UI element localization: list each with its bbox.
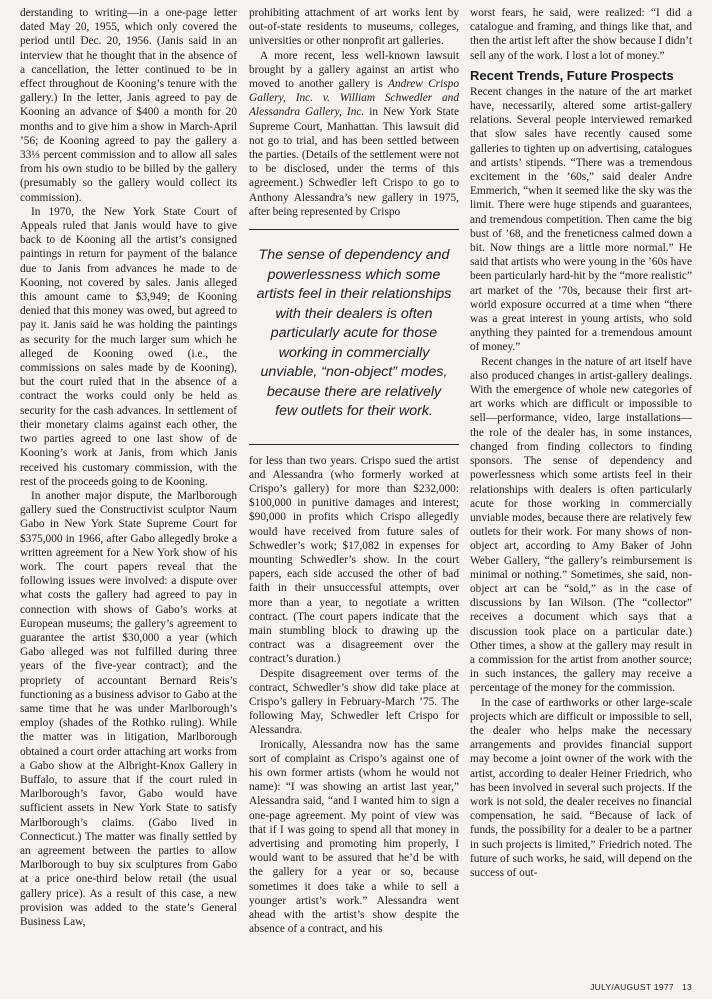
case-title: Andrew Crispo Gallery, Inc. v. William Schwedler and Alessandra Gallery, Inc. [249,78,459,119]
paragraph: In another major dispute, the Marlborough gallery sued the Constructivist sculptor Naum Gabo in New York State Supreme Court for $375,000 in 1966, after Gabo allegedly broke a written agreement for a New York show of his work. The court papers reveal that the following issues were involved: a dispute over what costs the gallery had agreed to pay in connection with shows of Gabo’s works at European museums; the gallery’s agreement to guarantee the artist $30,000 a year (which Gabo alleged was not fulfilled during three years of the five-year contract); and the propriety of accountant Bernard Reis’s functioning as a business advisor to Gabo at the same time that he was under Marlborough’s employ (shades of the Rothko ruling). While the matter was in litigation, Marlborough obtained a court order attaching art works from a Gabo show at the Albright-Knox Gallery in Buffalo, to assure that if the court ruled in Marlborough’s favor, Gabo would have sufficient assets in New York State to satisfy Marlborough’s claims. (Gabo lived in Connecticut.) The matter was finally settled by an agreement between the parties to allow Marlborough to buy six sculptures from Gabo at a price one-third below retail (the usual gallery price). As a result of this case, a new provision was added to the state’s General Business Law, [20,489,237,928]
paragraph [249,49,459,219]
page-footer [590,982,692,992]
paragraph: Recent changes in the nature of art itself have also produced changes in artist-gallery dealings. With the emergence of whole new categories of art works which are difficult or impossible to sell—performance, video, large installations—the role of the dealer has, in some instances, changed from finding collectors to finding sponsors. The sense of dependency and powerlessness which some artists feel in their relationships with dealers is often particularly acute for those working in commercially unviable modes, because there are relatively few outlets for their work. For many shows of non-object art, according to Amy Baker of John Weber Gallery, “the gallery’s reimbursement is minimal or nothing.” Sometimes, she said, non-object art can be “sold,” as in the case of discussions by Ian Wilson. (The “collector” receives a document which says that a discussion took place on a particular date.) Other times, a show at the gallery may result in a commission for the artist from another source; in such instances, the gallery may receive a percentage of the money for the commission. [470,355,692,695]
paragraph: for less than two years. Crispo sued the artist and Alessandra (who formerly worked at Crispo’s gallery) for more than $232,000: $100,000 in punitive damages and interest; $90,000 in profits which Crispo allegedly would have received from future sales of Schwedler’s work; $17,082 in expenses for mounting Schwedler’s show. In the court papers, each side accused the other of bad faith in their unsuccessful attempts, over more than a year, to negotiate a written contract. (The court papers indicate that the main stumbling block to drawing up the contract was a disagreement over the contract’s duration.) [249,454,459,666]
paragraph: In the case of earthworks or other large-scale projects which are difficult or impossible to sell, the dealer who helps make the necessary arrangements and provides financial support may become a joint owner of the work with the artist, according to dealer Heiner Friedrich, who has been involved in several such projects. If the work is not sold, the dealer receives no financial compensation, he said. “Because of lack of funds, the possibility for a dealer to be a partner in such projects is limited,” Friedrich noted. The future of such works, he said, will depend on the success of out- [470,696,692,879]
paragraph: Despite disagreement over terms of the contract, Schwedler’s show did take place at Crispo’s gallery in February-March ’75. The following May, Schwedler left Crispo for Alessandra. [249,667,459,737]
paragraph: derstanding to writing—in a one-page letter dated May 20, 1955, which only covered the period until Dec. 20, 1956. (Janis said in an interview that he thought that in the absence of a cancellation, the letter continued to be in effect throughout de Kooning’s tenure with the gallery.) In the letter, Janis agreed to pay de Kooning an advance of $400 a month for 20 months and to give him a show in March-April ’56; de Kooning agreed to pay the gallery a 33⅓ percent commission and to allow all sales from his own studio to be billed by the gallery (presumably so the gallery would collect its commission). [20,7,237,204]
article-column-1 [20,6,237,929]
paragraph: worst fears, he said, were realized: “I did a catalogue and framing, and things like that, and then the artist left after the show because I didn’t sell any of the work. I lost a lot of money.” [470,7,692,62]
paragraph-text: A more recent, less well-known lawsuit brought by a gallery against an artist who moved to another gallery is [249,49,459,91]
issue-date: JULY/AUGUST 1977 [590,982,674,992]
article-column-2 [249,6,459,936]
paragraph: prohibiting attachment of art works lent by out-of-state residents to museums, colleges, universities or other nonprofit art galleries. [249,7,459,48]
paragraph: In 1970, the New York State Court of Appeals ruled that Janis would have to give back to de Kooning all the artist’s consigned paintings in return for payment of the balance due to Janis from advances he made to de Kooning, not covered by sales. Janis alleged this amount came to $3,949; de Kooning denied that this money was owed, but agreed to pay it. Janis said he was holding the paintings as security for the much larger sum which he alleged de Kooning owed (i.e., the commissions on sales made by de Kooning), but the court ruled that in the absence of a contract the works could only be held as security for the cash advances. In settlement of their monetary claims against each other, the two parties agreed to one last show of de Kooning’s work at Janis, from which Janis received his customary commission, with the rest of the proceeds going to de Kooning. [20,205,237,488]
paragraph: Recent changes in the nature of the art market have, necessarily, altered some artist-gallery relations. Several people interviewed remarked that slow sales have recently caused some galleries to tighten up on advertising, catalogues and artists’ stipends. “There was a tremendous excitement in the ’60s,” said dealer Andre Emmerich, “when it seemed like the sky was the limit. There were huge stipends and guarantees, and tremendous competition. Then came the big bust of ’68, and the freneticness calmed down a bit. Now things are a little more normal.” He said that artists who were young in the ’60s have been particularly hard-hit by the “more realistic” art market of the ’70s, because their first art-world exposure occurred at a time when “there was a great interest in young artists, who sold anything they painted for a tremendous amount of money.” [470,85,692,354]
pull-quote: The sense of dependency and powerlessness which some artists feel in their relationships with their dealers is often particularly acute for those working in commercially unviable, “non-object” modes, because there are relatively few outlets for their work. [249,229,459,445]
paragraph: Ironically, Alessandra now has the same sort of complaint as Crispo’s against one of his own former artists (whom he would not name): “I was showing an artist last year,” Alessandra said, “and I wanted him to sign a one-page agreement. My point of view was that if I was going to spend all that money in advertising and promoting him properly, I would want to be assured that he’d be with the gallery for a year or so, because sometimes it does take a while to sell a younger artist’s work.” Alessandra went ahead with the artist’s show despite the absence of a contract, and his [249,738,459,936]
page-number: 13 [681,982,692,992]
paragraph-text: in New York State Supreme Court, Manhattan. This lawsuit did not go to trial, and has been settled between the parties. (Details of the settlement were not to be disclosed, under the terms of this agreement.) Schwedler left Crispo to go to Anthony Alessandra’s new gallery in 1975, after being represented by Crispo [249,106,459,218]
article-column-3 [470,6,692,880]
section-heading: Recent Trends, Future Prospects [470,67,674,83]
